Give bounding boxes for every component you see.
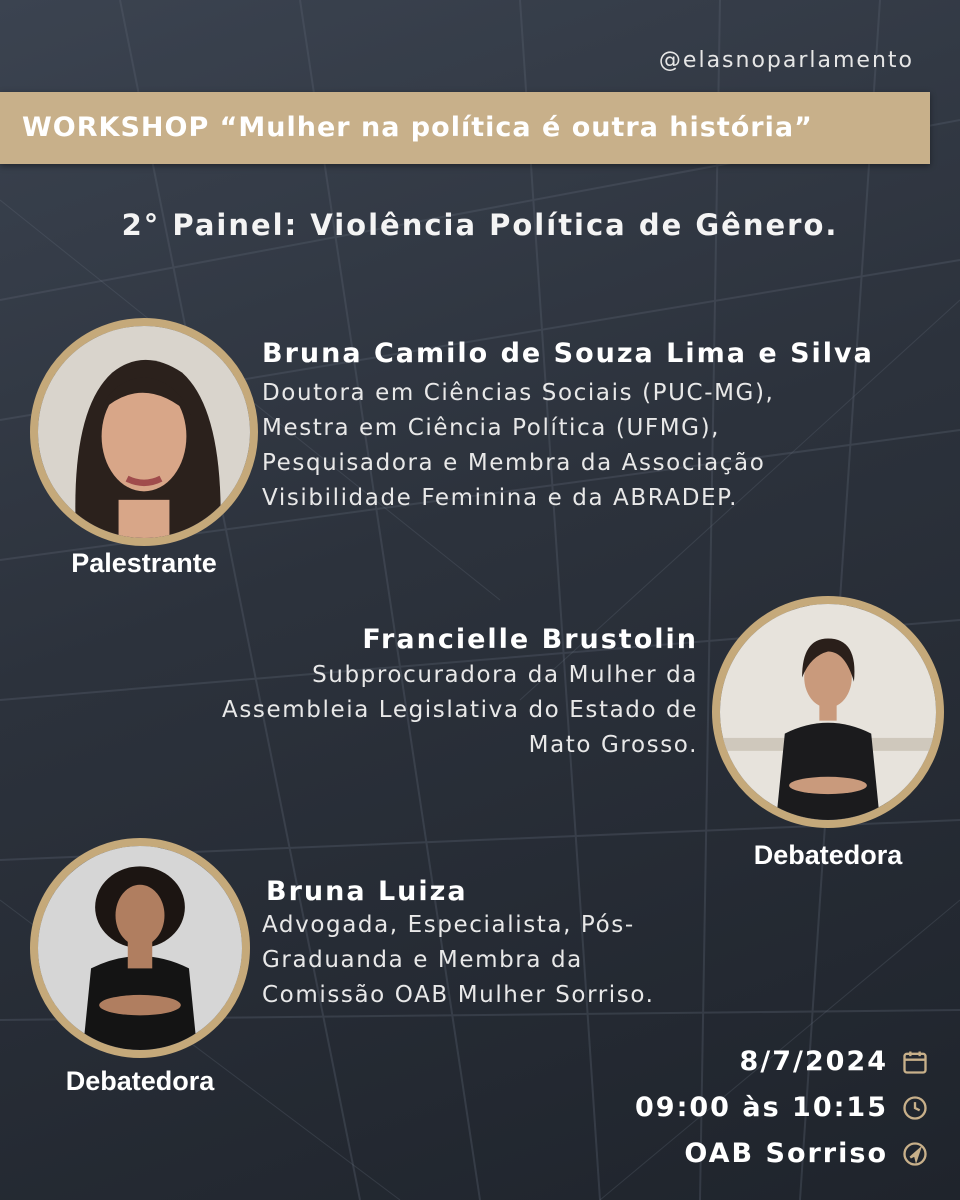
bio-line: Comissão OAB Mulher Sorriso. (262, 982, 655, 1008)
bio-line: Pesquisadora e Membra da Associação (262, 450, 766, 476)
social-handle: @elasnoparlamento (658, 48, 914, 73)
bio-line: Advogada, Especialista, Pós- (262, 912, 635, 938)
event-location-row (684, 1138, 930, 1169)
bio-line: Mato Grosso. (528, 732, 698, 758)
speaker-2-name: Francielle Brustolin (362, 624, 698, 655)
location-pin-icon (900, 1139, 930, 1169)
speaker-3-bio (262, 908, 655, 1013)
calendar-icon (900, 1047, 930, 1077)
event-location: OAB Sorriso (684, 1138, 888, 1169)
bio-line: Graduanda e Membra da (262, 947, 583, 973)
speaker-2-photo (712, 596, 944, 828)
event-date: 8/7/2024 (739, 1046, 888, 1077)
speaker-2-bio (222, 658, 698, 763)
speaker-1-photo (30, 318, 258, 546)
speaker-1-bio (262, 376, 774, 516)
bio-line: Mestra em Ciência Política (UFMG), (262, 415, 721, 441)
panel-title: 2° Painel: Violência Política de Gênero. (121, 208, 839, 242)
bio-line: Subprocuradora da Mulher da (312, 662, 698, 688)
event-date-row (740, 1046, 930, 1077)
workshop-banner (0, 92, 930, 164)
bio-line: Doutora em Ciências Sociais (PUC-MG), (262, 380, 775, 406)
clock-icon (900, 1093, 930, 1123)
speaker-1-name: Bruna Camilo de Souza Lima e Silva (262, 338, 874, 369)
bio-line: Assembleia Legislativa do Estado de (222, 697, 698, 723)
speaker-2-role: Debatedora (753, 840, 903, 870)
event-time: 09:00 às 10:15 (635, 1092, 888, 1123)
event-time-row (635, 1092, 930, 1123)
speaker-1-role: Palestrante (71, 548, 217, 578)
speaker-3-name: Bruna Luiza (266, 876, 468, 907)
speaker-3-role: Debatedora (65, 1066, 215, 1096)
bio-line: Visibilidade Feminina e da ABRADEP. (262, 485, 738, 511)
workshop-title: WORKSHOP “Mulher na política é outra história” (22, 112, 813, 143)
speaker-3-photo (30, 838, 250, 1058)
